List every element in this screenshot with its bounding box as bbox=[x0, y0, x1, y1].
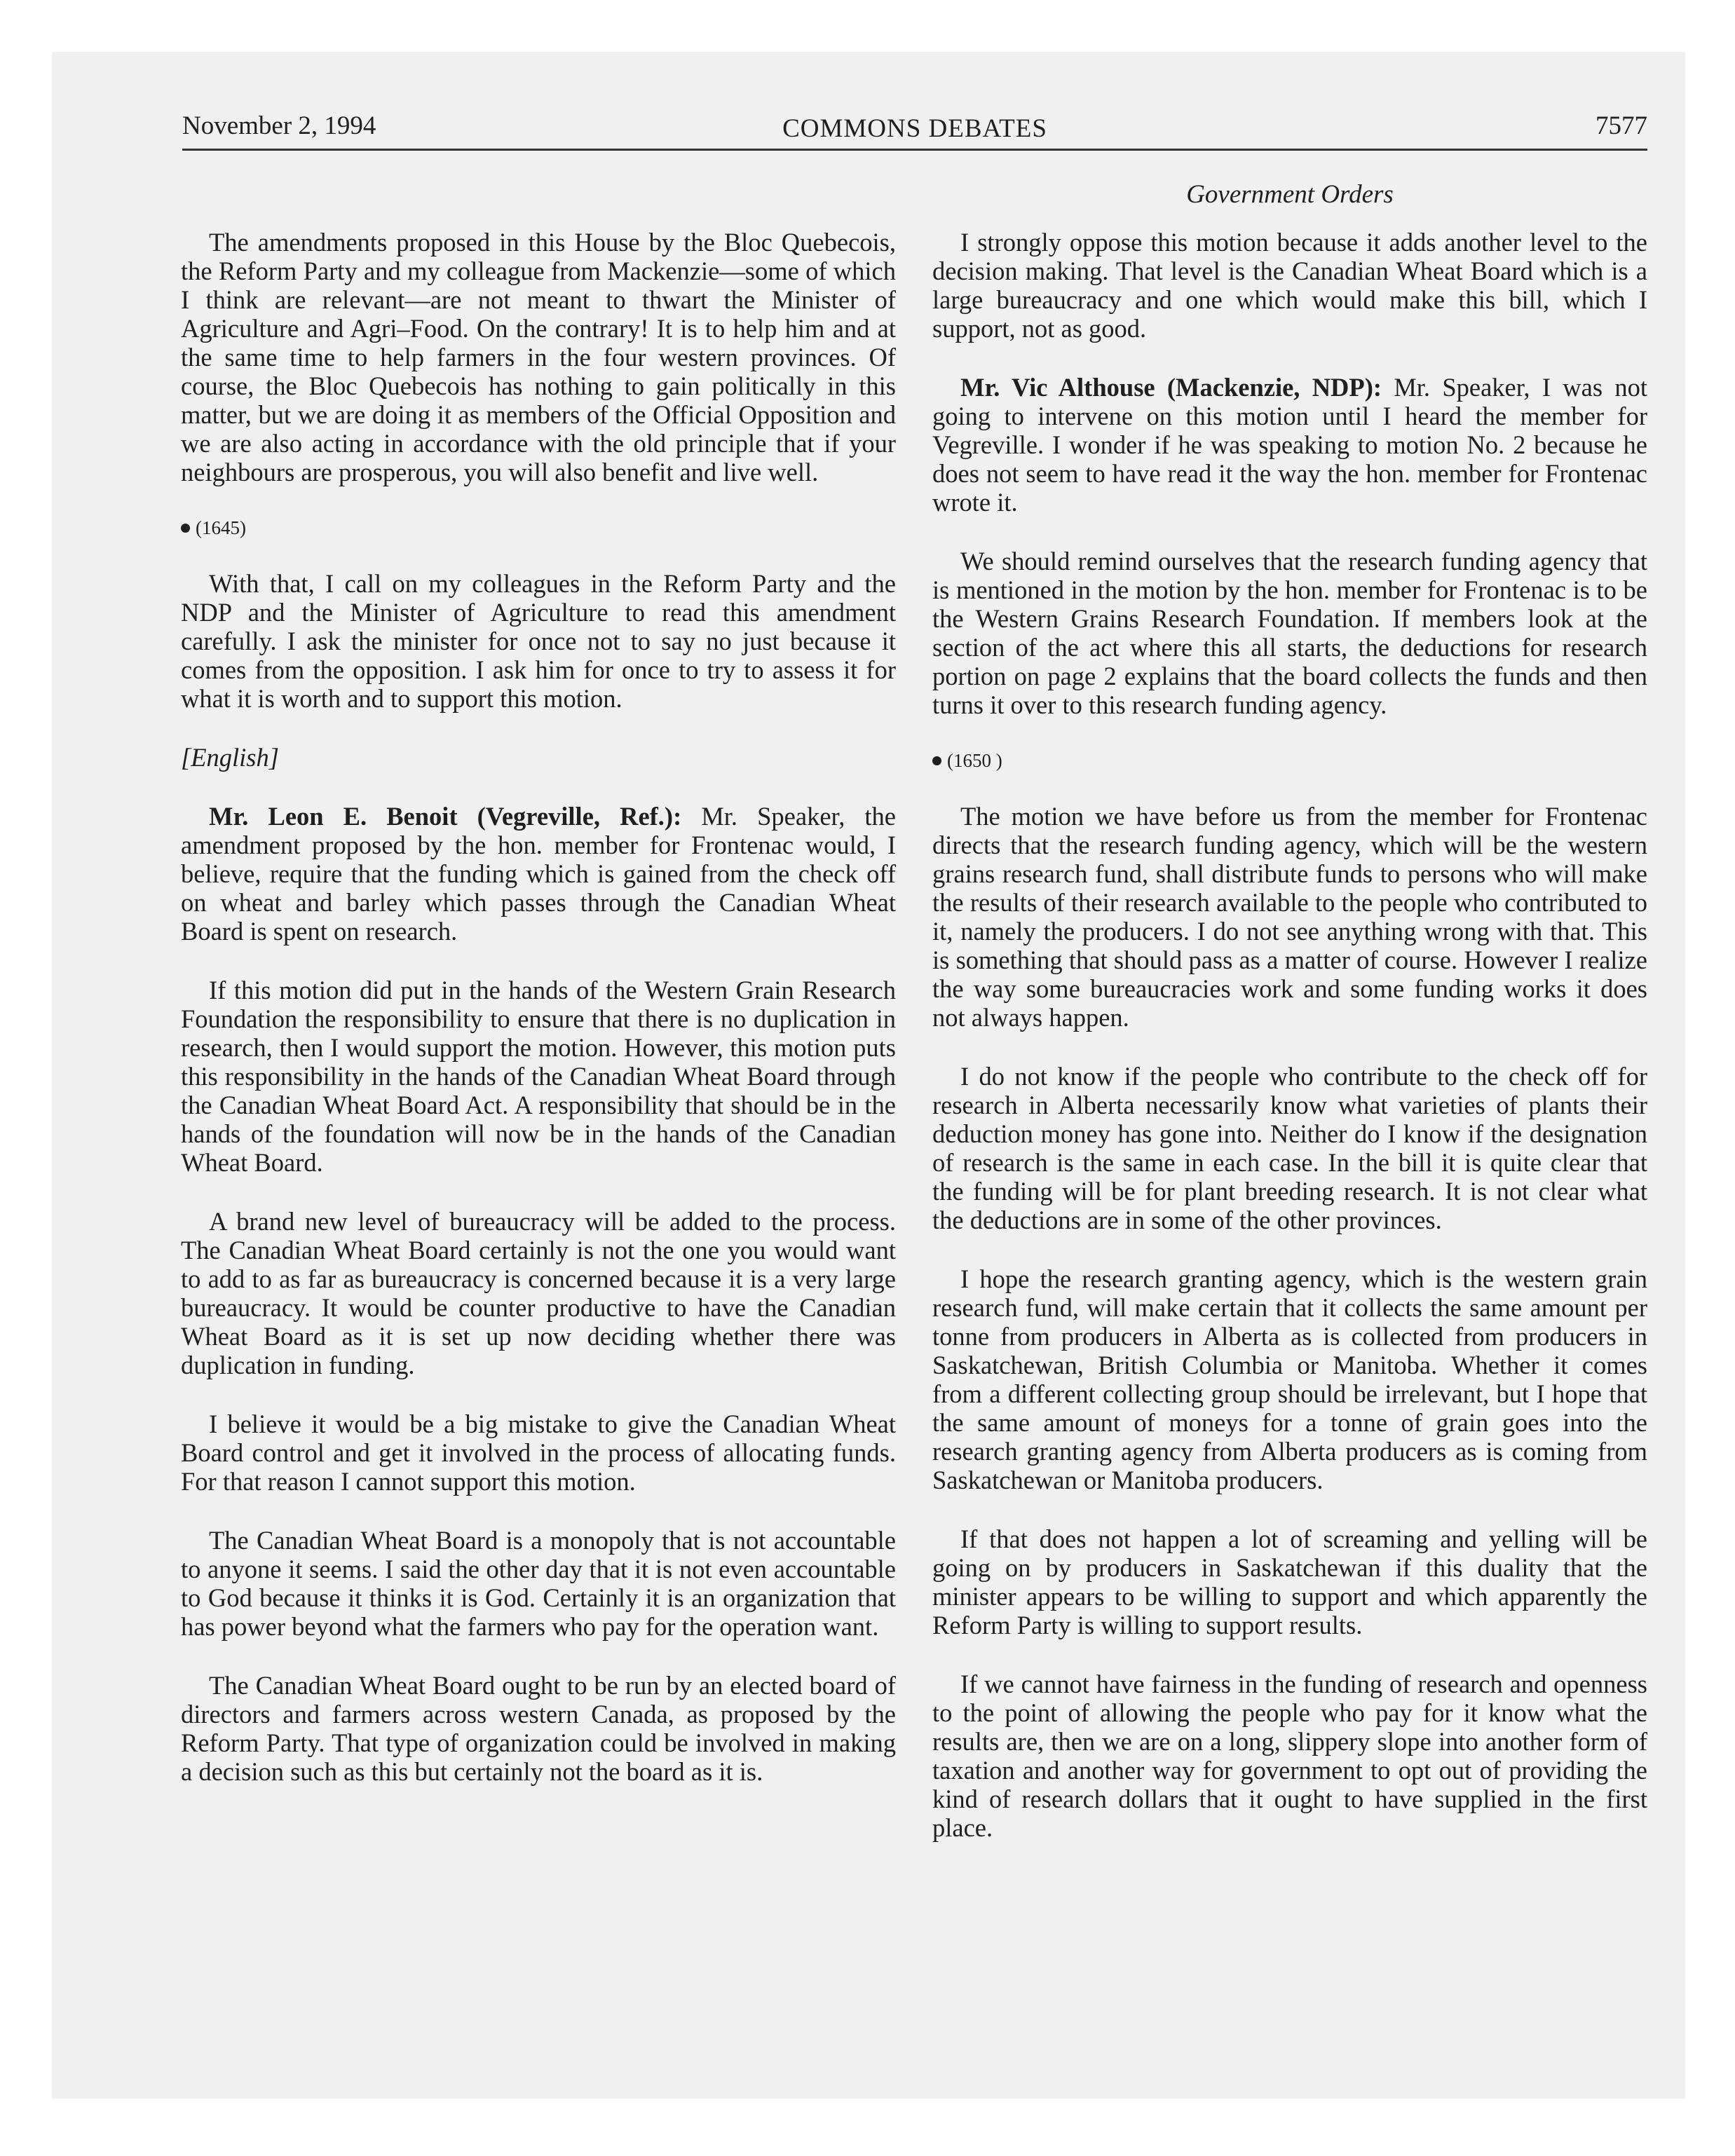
paragraph: The Canadian Wheat Board is a monopoly that is not accountable to anyone it seems. I said the other day that it is not even accountable to God because it thinks it is God. Certainly it is an organization that has power beyond what the farmers who pay for the operation want. bbox=[181, 1526, 896, 1641]
bullet-icon bbox=[932, 756, 941, 765]
speaker-name: Mr. Leon E. Benoit (Vegreville, Ref.): bbox=[209, 802, 682, 831]
bullet-icon bbox=[181, 524, 190, 533]
paragraph: We should remind ourselves that the research funding agency that is mentioned in the motion by the hon. member for Frontenac is to be the Western Grains Research Foundation. If members look at the section of the act where this all starts, the deductions for research portion on page 2 explains that the board collects the funds and then turns it over to this research funding agency. bbox=[932, 547, 1647, 719]
paragraph: If we cannot have fairness in the funding of research and openness to the point of allowing the people who pay for it know what the results are, then we are on a long, slippery slope into another form of taxation and another way for government to opt out of providing the kind of research dollars that it ought to have supplied in the first place. bbox=[932, 1670, 1647, 1842]
right-column bbox=[932, 228, 1647, 1842]
language-marker: [English] bbox=[181, 743, 279, 772]
paragraph: The Canadian Wheat Board ought to be run by an elected board of directors and farmers across western Canada, as proposed by the Reform Party. That type of organization could be involved in making a decision such as this but certainly not the board as it is. bbox=[181, 1671, 896, 1786]
page-header bbox=[182, 105, 1647, 151]
paragraph: If that does not happen a lot of screaming and yelling will be going on by producers in Saskatchewan if this duality that the minister appears to be willing to support and which apparently the Reform Party is willing to support results. bbox=[932, 1524, 1647, 1639]
speech-text: Mr. Speaker, the amendment proposed by the hon. member for Frontenac would, I believe, require that the funding which is gained from the check off on wheat and barley which passes through the Canadian Wheat Board is spent on research. bbox=[181, 802, 897, 946]
timestamp-marker bbox=[932, 749, 1647, 772]
paragraph: The amendments proposed in this House by the Bloc Quebecois, the Reform Party and my colleague from Mackenzie—some of which I think are relevant—are not meant to thwart the Minister of Agriculture and Agri–Food. On the contrary! It is to help him and at the same time to help farmers in the four western provinces. Of course, the Bloc Quebecois has nothing to gain politically in this matter, but we are doing it as members of the Official Opposition and we are also acting in accordance with the old principle that if your neighbours are prosperous, you will also benefit and live well. bbox=[181, 228, 896, 486]
paragraph: I do not know if the people who contribute to the check off for research in Alberta necessarily know what varieties of plants their deduction money has gone into. Neither do I know if the designation of research is the same in each case. In the bill it is quite clear that the funding will be for plant breeding research. It is not clear what the deductions are in some of the other provinces. bbox=[932, 1062, 1647, 1234]
paragraph: I hope the research granting agency, which is the western grain research fund, will make certain that it collects the same amount per tonne from producers in Alberta as is collected from producers in Saskatchewan, British Columbia or Manitoba. Whether it comes from a different collecting group should be irrelevant, but I hope that the same amount of moneys for a tonne of grain goes into the research granting agency from Alberta producers as is coming from Saskatchewan or Manitoba producers. bbox=[932, 1264, 1647, 1494]
paragraph: If this motion did put in the hands of the Western Grain Research Foundation the responsibility to ensure that there is no duplication in research, then I would support the motion. However, this motion puts this responsibility in the hands of the Canadian Wheat Board through the Canadian Wheat Board Act. A responsibility that should be in the hands of the foundation will now be in the hands of the Canadian Wheat Board. bbox=[181, 976, 896, 1177]
speaker-name: Mr. Vic Althouse (Mackenzie, NDP): bbox=[960, 373, 1382, 402]
paragraph: I believe it would be a big mistake to give the Canadian Wheat Board control and get it involved in the process of allocating funds. For that reason I cannot support this motion. bbox=[181, 1410, 896, 1496]
timestamp-text: (1645) bbox=[196, 517, 246, 538]
page-number: 7577 bbox=[1595, 111, 1647, 140]
section-label: Government Orders bbox=[1186, 180, 1394, 209]
timestamp-text: (1650 ) bbox=[947, 750, 1002, 771]
header-title: COMMONS DEBATES bbox=[782, 114, 1047, 143]
paragraph: A brand new level of bureaucracy will be added to the process. The Canadian Wheat Board certainly is not the one you would want to add to as far as bureaucracy is concerned because it is a very large bureaucracy. It would be counter productive to have the Canadian Wheat Board as it is set up now deciding whether there was duplication in funding. bbox=[181, 1207, 896, 1379]
speech-paragraph bbox=[932, 373, 1647, 517]
speech-paragraph bbox=[181, 802, 896, 946]
paragraph: The motion we have before us from the member for Frontenac directs that the research funding agency, which will be the western grains research fund, shall distribute funds to persons who will make the results of their research available to the people who contributed to it, namely the producers. I do not see anything wrong with that. This is something that should pass as a matter of course. However I realize the way some bureaucracies work and some funding works it does not always happen. bbox=[932, 802, 1647, 1032]
paragraph: I strongly oppose this motion because it adds another level to the decision making. That level is the Canadian Wheat Board which is a large bureaucracy and one which would make this bill, which I support, not as good. bbox=[932, 228, 1647, 343]
paragraph: With that, I call on my colleagues in the Reform Party and the NDP and the Minister of Agriculture to read this amendment carefully. I ask the minister for once not to say no just because it comes from the opposition. I ask him for once to try to assess it for what it is worth and to support this motion. bbox=[181, 569, 896, 713]
speech-text: Mr. Speaker, I was not going to intervene on this motion until I heard the member for Vegreville. I wonder if he was speaking to motion No. 2 because he does not seem to have read it the way the hon. member for Frontenac wrote it. bbox=[932, 373, 1648, 517]
left-column bbox=[181, 228, 896, 1786]
timestamp-marker bbox=[181, 517, 896, 539]
header-date: November 2, 1994 bbox=[182, 111, 376, 140]
